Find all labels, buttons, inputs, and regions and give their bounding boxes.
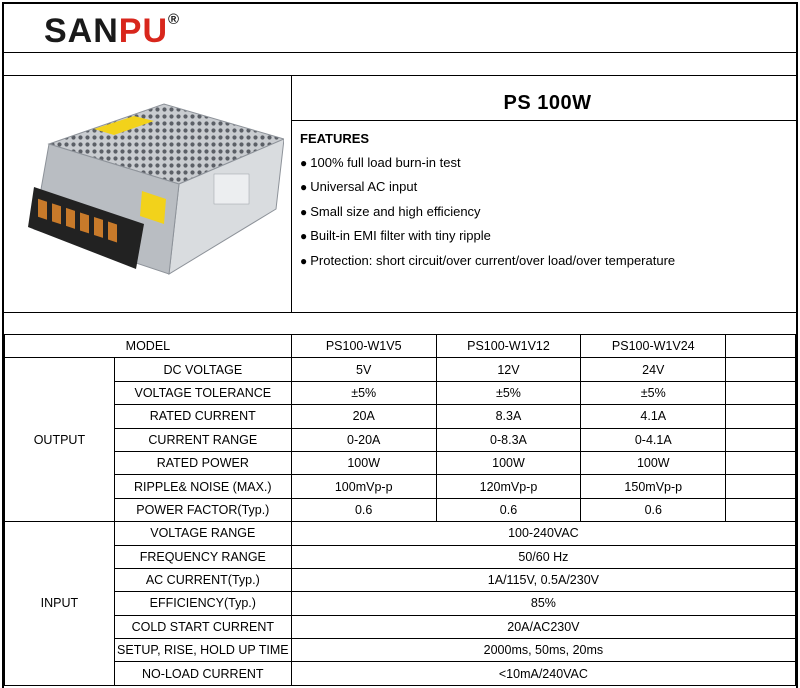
feature-item: ● Built-in EMI filter with tiny ripple [300, 224, 795, 249]
registered-mark: ® [168, 10, 181, 28]
table-cell: 0.6 [291, 498, 436, 521]
table-cell: 0.6 [581, 498, 726, 521]
empty-cell [726, 381, 796, 404]
brand-logo-part2: PU [118, 12, 169, 50]
empty-cell [726, 428, 796, 451]
table-row [5, 381, 796, 404]
model-label: MODEL [5, 335, 292, 358]
feature-item: ● Small size and high efficiency [300, 200, 795, 225]
table-cell: 100W [291, 451, 436, 474]
table-cell: 4.1A [581, 405, 726, 428]
table-row [5, 522, 796, 545]
table-row [5, 475, 796, 498]
table-cell: 50/60 Hz [291, 545, 795, 568]
table-row [5, 639, 796, 662]
table-cell: 1A/115V, 0.5A/230V [291, 568, 795, 591]
model-cell: PS100-W1V12 [436, 335, 581, 358]
row-label: DC VOLTAGE [114, 358, 291, 381]
row-label: POWER FACTOR(Typ.) [114, 498, 291, 521]
table-row [5, 545, 796, 568]
table-row [5, 498, 796, 521]
feature-item: ● Protection: short circuit/over current/over load/over temperature [300, 249, 795, 274]
divider [4, 75, 796, 76]
table-cell: 85% [291, 592, 795, 615]
table-row [5, 405, 796, 428]
table-cell: 20A/AC230V [291, 615, 795, 638]
table-cell: ±5% [581, 381, 726, 404]
table-cell: 20A [291, 405, 436, 428]
table-cell: ±5% [291, 381, 436, 404]
row-label: CURRENT RANGE [114, 428, 291, 451]
empty-cell [726, 335, 796, 358]
datasheet [2, 2, 798, 688]
output-group-label: OUTPUT [5, 358, 115, 522]
row-label: COLD START CURRENT [114, 615, 291, 638]
row-label: FREQUENCY RANGE [114, 545, 291, 568]
table-row [5, 335, 796, 358]
empty-cell [726, 405, 796, 428]
input-group-label: INPUT [5, 522, 115, 686]
table-cell: 0.6 [436, 498, 581, 521]
empty-cell [726, 498, 796, 521]
table-row [5, 428, 796, 451]
brand-logo-part1: SAN [44, 12, 119, 50]
table-cell: 2000ms, 50ms, 20ms [291, 639, 795, 662]
row-label: EFFICIENCY(Typ.) [114, 592, 291, 615]
table-row [5, 451, 796, 474]
brand-logo [44, 12, 180, 51]
divider [291, 75, 292, 312]
empty-cell [726, 475, 796, 498]
model-cell: PS100-W1V5 [291, 335, 436, 358]
divider [4, 312, 796, 313]
spec-table [4, 334, 796, 686]
feature-item: ● Universal AC input [300, 175, 795, 200]
features-heading: FEATURES [300, 131, 370, 146]
table-row [5, 662, 796, 685]
product-title: PS 100W [503, 92, 592, 114]
empty-cell [726, 358, 796, 381]
power-supply-image [14, 99, 284, 294]
row-label: VOLTAGE RANGE [114, 522, 291, 545]
row-label: RATED CURRENT [114, 405, 291, 428]
table-cell: 100-240VAC [291, 522, 795, 545]
row-label: RIPPLE& NOISE (MAX.) [114, 475, 291, 498]
row-label: NO-LOAD CURRENT [114, 662, 291, 685]
table-cell: 100W [581, 451, 726, 474]
table-cell: 100W [436, 451, 581, 474]
divider [4, 52, 796, 53]
table-cell: 100mVp-p [291, 475, 436, 498]
row-label: SETUP, RISE, HOLD UP TIME [114, 639, 291, 662]
empty-cell [726, 451, 796, 474]
table-cell: <10mA/240VAC [291, 662, 795, 685]
table-cell: 12V [436, 358, 581, 381]
feature-item: ● 100% full load burn-in test [300, 151, 795, 176]
divider [291, 120, 796, 121]
model-cell: PS100-W1V24 [581, 335, 726, 358]
table-row [5, 568, 796, 591]
table-cell: ±5% [436, 381, 581, 404]
table-row [5, 592, 796, 615]
table-cell: 0-8.3A [436, 428, 581, 451]
table-cell: 0-4.1A [581, 428, 726, 451]
table-row [5, 615, 796, 638]
table-cell: 120mVp-p [436, 475, 581, 498]
features-section [300, 127, 795, 273]
table-cell: 150mVp-p [581, 475, 726, 498]
table-row [5, 358, 796, 381]
table-cell: 8.3A [436, 405, 581, 428]
row-label: VOLTAGE TOLERANCE [114, 381, 291, 404]
table-cell: 0-20A [291, 428, 436, 451]
table-cell: 24V [581, 358, 726, 381]
row-label: RATED POWER [114, 451, 291, 474]
row-label: AC CURRENT(Typ.) [114, 568, 291, 591]
table-cell: 5V [291, 358, 436, 381]
